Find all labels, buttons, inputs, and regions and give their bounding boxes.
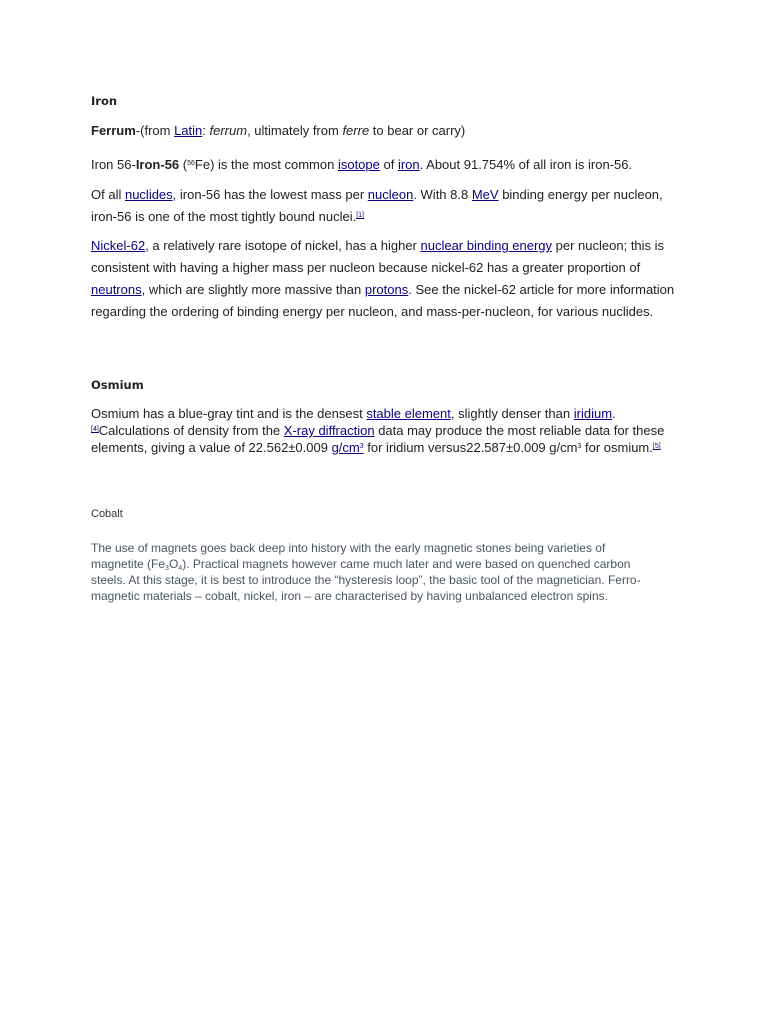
cobalt-paragraph: The use of magnets goes back deep into history with the early magnetic stones being varieties of magnetite $(Fe_3O_4)$. Practical magnets however came much later and were based on quenched carbon steels. At this stage, it is best to introduce the “hysteresis loop”, the basic tool of the magnetician. Ferro-magnetic materials – cobalt, nickel, iron – are characterised by having unbalanced electron spins. [91,541,641,603]
isotope-link[interactable]: isotope [337,157,380,172]
stable-element-link[interactable]: stable element [366,406,451,421]
nuclides-paragraph: Of all nuclides, iron-56 has the lowest mass per nucleon. With 8.8 MeV binding energy per nucleon, iron-56 is one of the most tightly bound nuclei.[1] [91,187,663,224]
nucleon-link[interactable]: nucleon [367,187,414,202]
osmium-paragraph: Osmium has a blue-gray tint and is the densest stable element, slightly denser than iridium.[4]Calculations of density from the X-ray diffraction data may produce the most reliable data for these elements, giving a value of 22.562±0.009 $g/cm^3$ for iridium versus22.587±0.009 $g/cm^3$ for osmium.[5] [91,406,665,455]
iridium-link[interactable]: iridium [573,406,613,421]
iron-heading: Iron [91,94,118,108]
reference-4-link[interactable]: [4] [91,426,99,433]
protons-link[interactable]: protons [364,282,409,297]
ferrum-line: Ferrum-(from Latin: ferrum, ultimately from ferre to bear or carry) [91,123,466,138]
nuclear-binding-energy-link[interactable]: nuclear binding energy [420,238,553,253]
cobalt-heading: Cobalt [91,508,123,520]
latin-link[interactable]: Latin [174,123,203,138]
nuclides-link[interactable]: nuclides [124,187,173,202]
iron56-line: Iron 56-Iron-56 ($^{56}$Fe) is the most common isotope of iron. About 91.754% of all iron is iron-56. [91,157,633,172]
xray-diffraction-link[interactable]: X-ray diffraction [283,423,375,438]
reference-5-link[interactable]: [5] [652,443,661,450]
osmium-heading: Osmium [91,378,144,392]
neutrons-link[interactable]: neutrons [91,282,142,297]
ferrum-term: Ferrum [91,123,136,138]
nickel62-link[interactable]: Nickel-62 [91,238,146,253]
nickel62-paragraph: Nickel-62, a relatively rare isotope of nickel, has a higher nuclear binding energy per nucleon; this is consistent with having a higher mass per nucleon because nickel-62 has a greater proportion of neutrons, which are slightly more massive than protons. See the nickel-62 article for more information regarding the ordering of binding energy per nucleon, and mass-per-nucleon, for various nuclides. [91,238,675,319]
iron-link[interactable]: iron [397,157,420,172]
gcm3-link[interactable]: $g/cm^3$ [331,440,364,455]
iron56-term: Iron-56 [135,157,180,172]
reference-1-link[interactable]: [1] [356,212,365,219]
mev-link[interactable]: MeV [471,187,499,202]
